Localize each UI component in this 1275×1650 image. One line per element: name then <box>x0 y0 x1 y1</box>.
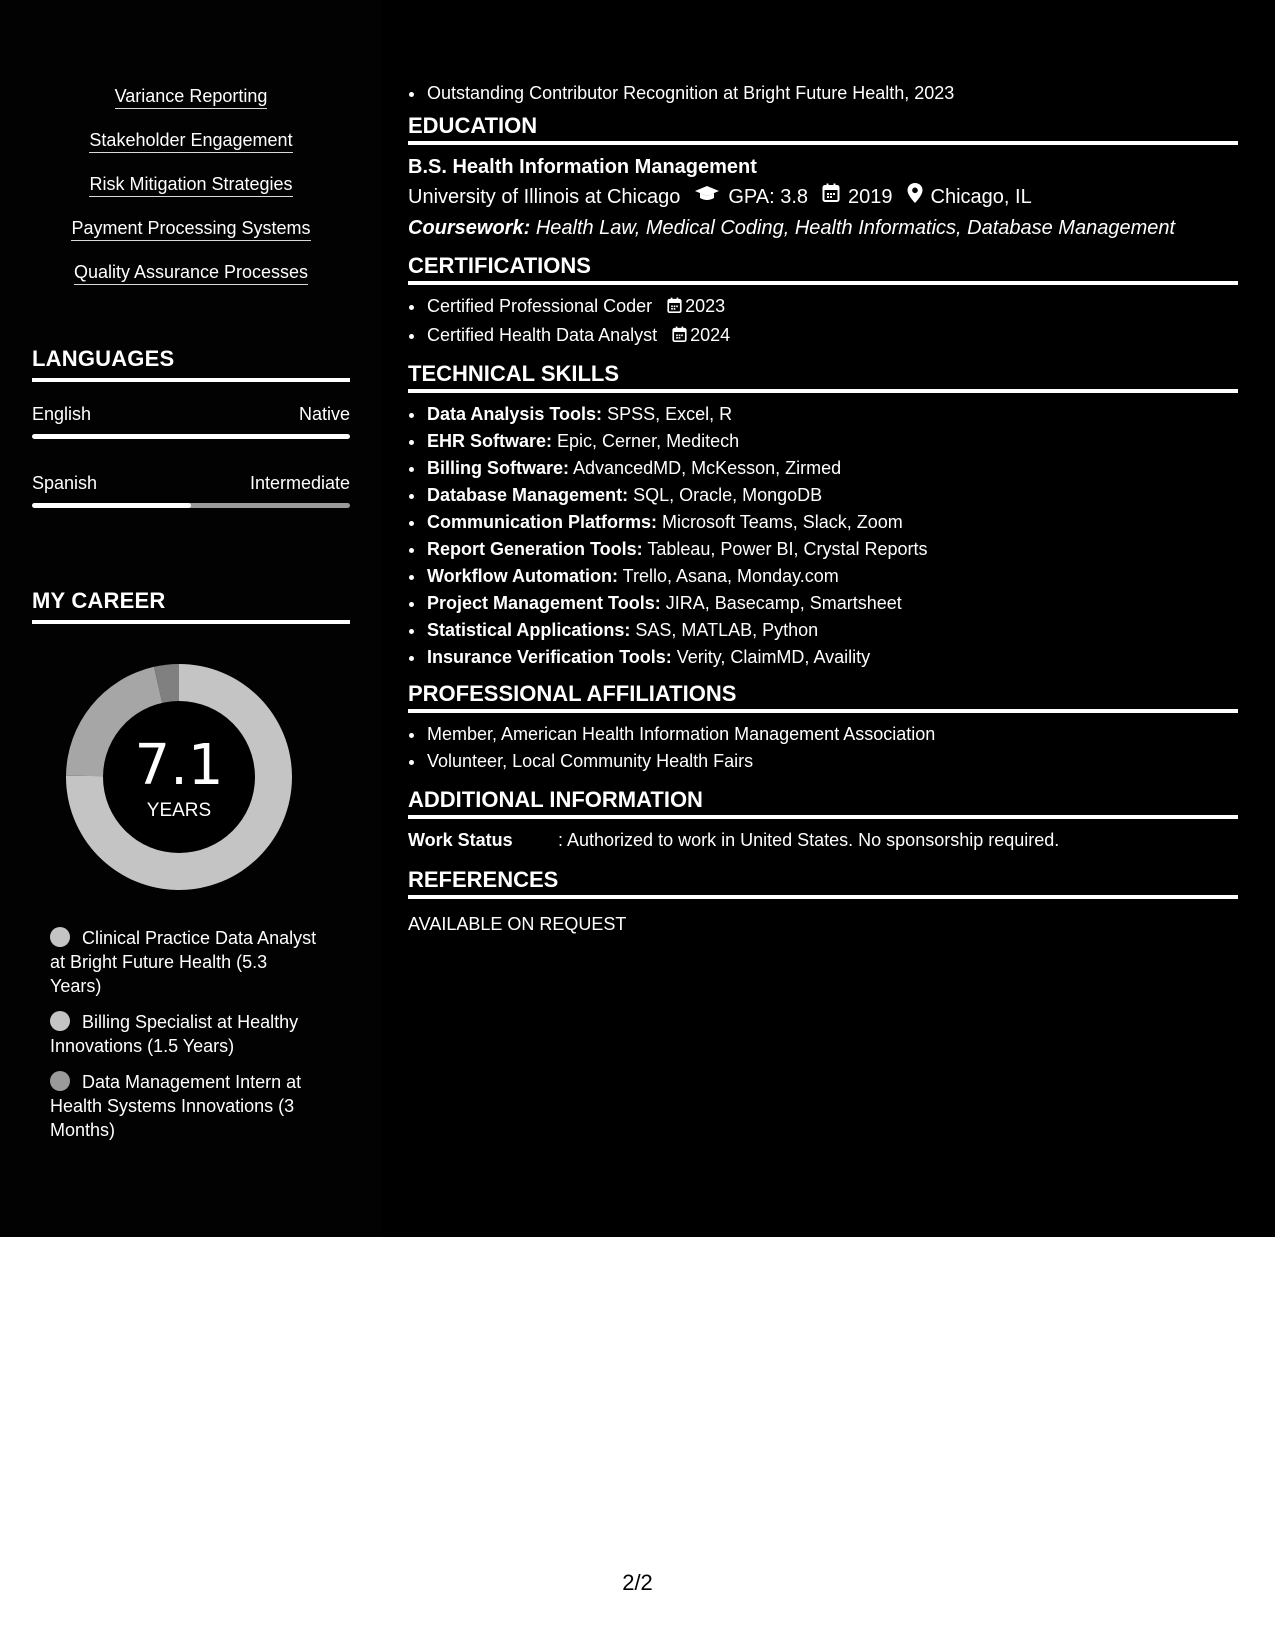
technical-skill-item <box>426 482 1238 509</box>
technical-skill-item <box>426 455 1238 482</box>
skill-category: Workflow Automation: <box>427 566 618 586</box>
sidebar <box>0 0 382 1237</box>
career-legend-item <box>50 926 320 998</box>
career-legend-text: Data Management Intern at Health Systems Innovations (3 Months) <box>50 1072 302 1140</box>
technical-skill-item <box>426 401 1238 428</box>
career-total-years: 7.1 <box>134 733 224 798</box>
technical-skill-item <box>426 590 1238 617</box>
language-name: English <box>32 404 92 424</box>
additional-info-heading: ADDITIONAL INFORMATION <box>408 787 1238 819</box>
skill-values: AdvancedMD, McKesson, Zirmed <box>573 458 842 478</box>
career-years-label: YEARS <box>146 800 212 821</box>
graduation-year: 2019 <box>848 186 893 208</box>
references-heading: REFERENCES <box>408 867 1238 899</box>
certifications-heading: CERTIFICATIONS <box>408 253 1238 285</box>
career-legend-text: Clinical Practice Data Analyst at Bright Future Health (5.3 Years) <box>50 928 317 996</box>
language-bar-fill <box>32 503 191 508</box>
skill-values: Epic, Cerner, Meditech <box>557 431 740 451</box>
language-row-english <box>32 404 350 425</box>
skills-list <box>32 86 350 306</box>
skill-tag: Quality Assurance Processes <box>74 262 308 285</box>
technical-skill-item <box>426 536 1238 563</box>
education-details <box>408 181 1238 213</box>
career-heading: MY CAREER <box>32 588 350 624</box>
calendar-icon <box>672 324 687 351</box>
languages-heading: LANGUAGES <box>32 346 350 382</box>
technical-skill-item <box>426 644 1238 671</box>
skill-values: Verity, ClaimMD, Availity <box>676 647 871 667</box>
legend-dot <box>50 1011 70 1031</box>
skill-category: Data Analysis Tools: <box>427 404 603 424</box>
skill-tag: Payment Processing Systems <box>71 218 310 241</box>
certification-item <box>426 322 1238 351</box>
career-legend-text: Billing Specialist at Healthy Innovations (1.5 Years) <box>50 1012 299 1056</box>
calendar-icon <box>822 181 840 213</box>
degree-title: B.S. Health Information Management <box>408 156 757 178</box>
skill-tag: Risk Mitigation Strategies <box>89 174 292 197</box>
legend-dot <box>50 1071 70 1091</box>
technical-skills-list <box>408 401 1238 671</box>
references-text: AVAILABLE ON REQUEST <box>408 914 627 934</box>
coursework <box>408 213 1238 243</box>
page-number: 2/2 <box>622 1570 653 1595</box>
certification-year: 2024 <box>690 325 731 345</box>
language-level: Intermediate <box>249 473 350 493</box>
certification-year: 2023 <box>685 296 726 316</box>
skill-category: Database Management: <box>427 485 629 505</box>
skill-category: Insurance Verification Tools: <box>427 647 672 667</box>
coursework-list: Health Law, Medical Coding, Health Informatics, Database Management <box>535 217 1176 239</box>
language-bar-english <box>32 434 350 439</box>
school-location: Chicago, IL <box>930 186 1032 208</box>
skill-tag: Stakeholder Engagement <box>89 130 292 153</box>
skill-values: SPSS, Excel, R <box>607 404 733 424</box>
certification-item <box>426 293 1238 322</box>
certification-name: Certified Professional Coder <box>427 296 653 316</box>
skill-values: Trello, Asana, Monday.com <box>622 566 839 586</box>
skill-values: JIRA, Basecamp, Smartsheet <box>665 593 902 613</box>
technical-skill-item <box>426 563 1238 590</box>
skill-tag: Variance Reporting <box>115 86 268 109</box>
technical-skill-item <box>426 509 1238 536</box>
career-legend <box>50 926 320 1154</box>
career-legend-item <box>50 1010 320 1058</box>
career-legend-item <box>50 1070 320 1142</box>
affiliations-list <box>408 721 1238 775</box>
language-level: Native <box>298 404 350 424</box>
main-column <box>408 80 1238 937</box>
skill-category: Statistical Applications: <box>427 620 631 640</box>
calendar-icon <box>667 295 682 322</box>
award-item: • Outstanding Contributor Recognition at Bright Future Health, 2023 <box>426 80 1238 107</box>
technical-skill-item <box>426 617 1238 644</box>
skill-values: SAS, MATLAB, Python <box>635 620 819 640</box>
skill-values: SQL, Oracle, MongoDB <box>633 485 823 505</box>
skill-values: Tableau, Power BI, Crystal Reports <box>647 539 928 559</box>
technical-skills-heading: TECHNICAL SKILLS <box>408 361 1238 393</box>
school-name: University of Illinois at Chicago <box>408 186 681 208</box>
work-status-label: Work Status <box>408 830 513 850</box>
affiliation-item: • Member, American Health Information Management Association <box>426 721 1238 748</box>
affiliation-item: • Volunteer, Local Community Health Fairs <box>426 748 1238 775</box>
skill-category: Billing Software: <box>427 458 570 478</box>
skill-category: EHR Software: <box>427 431 553 451</box>
technical-skill-item <box>426 428 1238 455</box>
legend-dot <box>50 927 70 947</box>
language-bar-fill <box>32 434 350 439</box>
language-bar-spanish <box>32 503 350 508</box>
coursework-label: Coursework: <box>408 217 531 239</box>
awards-list <box>408 80 1238 107</box>
skill-category: Report Generation Tools: <box>427 539 643 559</box>
work-status-value: : Authorized to work in United States. No sponsorship required. <box>558 830 1060 850</box>
skill-category: Project Management Tools: <box>427 593 661 613</box>
affiliations-heading: PROFESSIONAL AFFILIATIONS <box>408 681 1238 713</box>
certifications-list <box>408 293 1238 351</box>
location-pin-icon <box>907 181 923 213</box>
work-status-row <box>408 827 1238 853</box>
language-name: Spanish <box>32 473 98 493</box>
certification-name: Certified Health Data Analyst <box>427 325 658 345</box>
skill-category: Communication Platforms: <box>427 512 658 532</box>
graduation-cap-icon <box>694 181 720 213</box>
gpa: GPA: 3.8 <box>728 186 809 208</box>
skill-values: Microsoft Teams, Slack, Zoom <box>662 512 903 532</box>
education-heading: EDUCATION <box>408 113 1238 145</box>
language-row-spanish <box>32 473 350 494</box>
